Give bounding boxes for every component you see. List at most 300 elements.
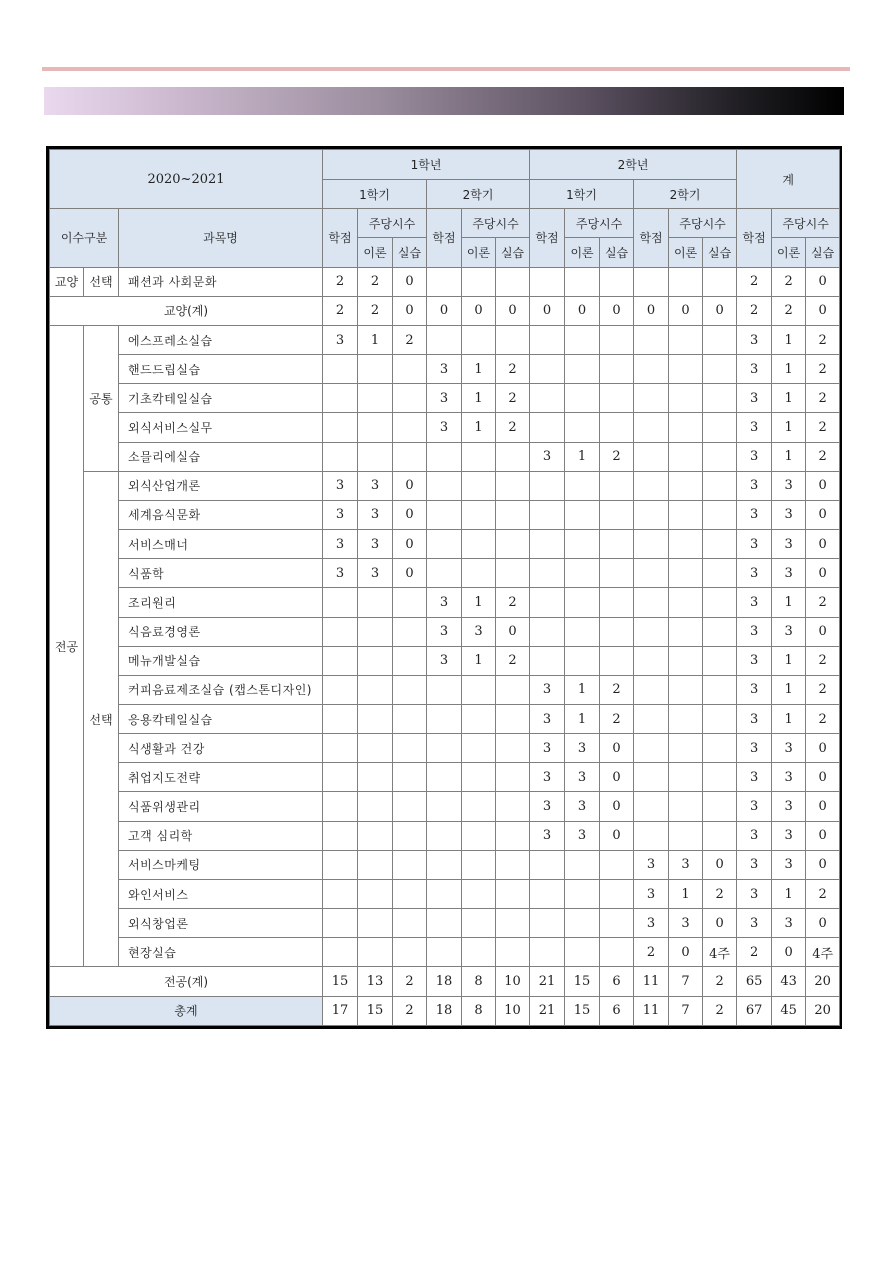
cell: 2 (496, 355, 530, 384)
weekly-header: 주당시수 (358, 209, 427, 238)
g2-sem2-header: 2학기 (634, 180, 737, 209)
cell: 3 (634, 850, 669, 879)
cell: 0 (806, 821, 840, 850)
cell (393, 704, 427, 733)
subject-name: 취업지도전략 (119, 763, 323, 792)
cell (600, 559, 634, 588)
cell: 0 (669, 296, 703, 325)
cell: 3 (427, 646, 462, 675)
cell: 11 (634, 996, 669, 1025)
cell: 0 (703, 850, 737, 879)
cell: 3 (427, 617, 462, 646)
cell: 7 (669, 996, 703, 1025)
cell (600, 938, 634, 967)
cell: 0 (806, 617, 840, 646)
cell: 0 (530, 296, 565, 325)
cell (496, 734, 530, 763)
cell (496, 500, 530, 529)
cell (565, 413, 600, 442)
cell (393, 675, 427, 704)
cell (530, 938, 565, 967)
cell (669, 617, 703, 646)
cell (496, 821, 530, 850)
subject-name: 핸드드립실습 (119, 355, 323, 384)
cell (669, 442, 703, 471)
cell: 1 (772, 384, 806, 413)
cell (600, 850, 634, 879)
subject-header: 과목명 (119, 209, 323, 267)
cell: 67 (737, 996, 772, 1025)
cell (634, 734, 669, 763)
major-category: 전공 (50, 325, 84, 966)
cell: 3 (772, 471, 806, 500)
cell: 15 (565, 996, 600, 1025)
cell: 3 (737, 821, 772, 850)
cell: 3 (772, 734, 806, 763)
cell (703, 675, 737, 704)
cell: 18 (427, 996, 462, 1025)
cell: 0 (806, 734, 840, 763)
cell: 65 (737, 967, 772, 996)
cell (600, 500, 634, 529)
cell: 3 (565, 763, 600, 792)
cell (496, 704, 530, 733)
cell: 3 (737, 734, 772, 763)
cell: 2 (358, 296, 393, 325)
cell: 0 (806, 530, 840, 559)
cell (703, 763, 737, 792)
cell (427, 734, 462, 763)
cell: 0 (600, 734, 634, 763)
cell: 1 (565, 442, 600, 471)
cell: 0 (393, 296, 427, 325)
cell: 3 (669, 909, 703, 938)
cell: 0 (806, 267, 840, 296)
cell (462, 325, 496, 354)
cell (565, 938, 600, 967)
cell (323, 734, 358, 763)
cell (358, 792, 393, 821)
cell (703, 413, 737, 442)
cell (530, 879, 565, 908)
subject-name: 식생활과 건강 (119, 734, 323, 763)
table-row (50, 442, 840, 471)
cell: 7 (669, 967, 703, 996)
cell (358, 879, 393, 908)
subject-name: 외식산업개론 (119, 471, 323, 500)
cell (634, 530, 669, 559)
cell: 2 (806, 879, 840, 908)
table-row (50, 413, 840, 442)
cell (393, 734, 427, 763)
cell: 0 (806, 559, 840, 588)
cell: 3 (737, 325, 772, 354)
cell (530, 617, 565, 646)
practice-header: 실습 (703, 238, 737, 267)
cell (565, 588, 600, 617)
cell (565, 879, 600, 908)
cell (530, 500, 565, 529)
header-row-1 (50, 150, 840, 180)
cell (496, 675, 530, 704)
cell (462, 850, 496, 879)
cell (323, 355, 358, 384)
cell (634, 617, 669, 646)
cell: 3 (737, 588, 772, 617)
cell (600, 471, 634, 500)
cell (427, 325, 462, 354)
cell: 20 (806, 967, 840, 996)
cell (358, 588, 393, 617)
cell (358, 617, 393, 646)
cell (462, 675, 496, 704)
cell (669, 500, 703, 529)
subject-name: 조리원리 (119, 588, 323, 617)
cell (462, 763, 496, 792)
cell (634, 267, 669, 296)
cell (496, 471, 530, 500)
practice-header: 실습 (496, 238, 530, 267)
cell (496, 530, 530, 559)
cell: 1 (462, 384, 496, 413)
curriculum-table-frame (46, 146, 842, 1029)
weekly-header: 주당시수 (772, 209, 840, 238)
cell: 1 (772, 588, 806, 617)
gradient-banner (44, 87, 844, 115)
cell: 3 (358, 559, 393, 588)
cell (358, 763, 393, 792)
cell (462, 267, 496, 296)
cell (703, 530, 737, 559)
cell (462, 938, 496, 967)
subject-name: 소믈리에실습 (119, 442, 323, 471)
cell: 17 (323, 996, 358, 1025)
cell (530, 471, 565, 500)
cell (703, 821, 737, 850)
subject-name: 기초칵테일실습 (119, 384, 323, 413)
cell: 8 (462, 996, 496, 1025)
cell (393, 442, 427, 471)
cell (703, 471, 737, 500)
cell (600, 617, 634, 646)
subject-name: 현장실습 (119, 938, 323, 967)
cell: 0 (806, 500, 840, 529)
cell (634, 559, 669, 588)
cell: 43 (772, 967, 806, 996)
cell: 3 (530, 792, 565, 821)
cell: 3 (737, 500, 772, 529)
cell (703, 559, 737, 588)
cell (393, 384, 427, 413)
cell: 2 (634, 938, 669, 967)
cell (600, 355, 634, 384)
cell (703, 500, 737, 529)
cell (323, 763, 358, 792)
cell (358, 821, 393, 850)
cell (634, 500, 669, 529)
cell (530, 588, 565, 617)
cell: 1 (462, 646, 496, 675)
g1-sem2-header: 2학기 (427, 180, 530, 209)
cell (530, 267, 565, 296)
cell (669, 734, 703, 763)
weekly-header: 주당시수 (462, 209, 530, 238)
cell: 3 (737, 530, 772, 559)
cell: 3 (634, 909, 669, 938)
cell (669, 267, 703, 296)
sum-header: 계 (737, 150, 840, 209)
cell (600, 325, 634, 354)
cell: 1 (772, 355, 806, 384)
cell (462, 909, 496, 938)
cell (600, 384, 634, 413)
cell: 2 (393, 996, 427, 1025)
cell: 2 (806, 325, 840, 354)
cell: 3 (323, 471, 358, 500)
cell (703, 734, 737, 763)
cell (462, 471, 496, 500)
cell (669, 559, 703, 588)
cell: 1 (772, 675, 806, 704)
cell: 3 (565, 792, 600, 821)
cell: 3 (772, 500, 806, 529)
cell (393, 588, 427, 617)
cell (669, 384, 703, 413)
cell: 2 (496, 384, 530, 413)
cell (703, 704, 737, 733)
cell: 3 (737, 850, 772, 879)
cell: 0 (703, 909, 737, 938)
g2-sem1-header: 1학기 (530, 180, 634, 209)
cell (669, 530, 703, 559)
cell (634, 763, 669, 792)
cell: 0 (806, 792, 840, 821)
cell (427, 850, 462, 879)
cell (703, 384, 737, 413)
cell (462, 559, 496, 588)
cell: 3 (737, 384, 772, 413)
cell (669, 792, 703, 821)
cell (427, 704, 462, 733)
cell: 1 (565, 675, 600, 704)
cell: 3 (772, 792, 806, 821)
cell: 2 (806, 442, 840, 471)
cell (565, 325, 600, 354)
cell: 1 (772, 704, 806, 733)
cell (427, 530, 462, 559)
cell: 3 (737, 646, 772, 675)
cell: 3 (530, 734, 565, 763)
cell (600, 413, 634, 442)
cell (600, 267, 634, 296)
cell (600, 530, 634, 559)
cell: 18 (427, 967, 462, 996)
cell: 15 (565, 967, 600, 996)
cell: 3 (530, 442, 565, 471)
cell: 1 (772, 646, 806, 675)
cell: 3 (737, 559, 772, 588)
cell: 3 (772, 530, 806, 559)
cell (427, 442, 462, 471)
g1-sem1-header: 1학기 (323, 180, 427, 209)
cell: 21 (530, 967, 565, 996)
cell (565, 559, 600, 588)
subject-name: 응용칵테일실습 (119, 704, 323, 733)
cell: 3 (772, 763, 806, 792)
cell: 1 (772, 879, 806, 908)
cell: 3 (462, 617, 496, 646)
cell: 3 (772, 617, 806, 646)
weekly-header: 주당시수 (565, 209, 634, 238)
cell: 2 (600, 675, 634, 704)
liberal-category: 교양 (50, 267, 84, 296)
cell: 3 (358, 530, 393, 559)
cell (393, 879, 427, 908)
cell (496, 792, 530, 821)
cell (427, 909, 462, 938)
cell (427, 763, 462, 792)
cell: 4주 (806, 938, 840, 967)
cell (462, 442, 496, 471)
cell: 3 (737, 763, 772, 792)
cell (496, 267, 530, 296)
cell (530, 850, 565, 879)
cell: 2 (806, 646, 840, 675)
cell: 0 (393, 530, 427, 559)
cell: 3 (323, 530, 358, 559)
cell (427, 267, 462, 296)
cell (669, 646, 703, 675)
cell: 0 (496, 296, 530, 325)
cell: 0 (600, 296, 634, 325)
cell: 3 (737, 792, 772, 821)
cell: 0 (393, 500, 427, 529)
cell (669, 588, 703, 617)
cell: 1 (772, 325, 806, 354)
cell (703, 442, 737, 471)
cell (323, 442, 358, 471)
cell (427, 500, 462, 529)
cell (323, 821, 358, 850)
cell: 0 (496, 617, 530, 646)
cell: 2 (323, 267, 358, 296)
cell: 0 (600, 792, 634, 821)
cell: 3 (565, 821, 600, 850)
cell: 1 (772, 442, 806, 471)
common-category: 공통 (84, 325, 119, 471)
cell: 3 (634, 879, 669, 908)
table-row (50, 325, 840, 354)
cell (669, 325, 703, 354)
cell (393, 792, 427, 821)
cell: 2 (806, 588, 840, 617)
cell (358, 384, 393, 413)
cell: 0 (600, 763, 634, 792)
cell: 3 (669, 850, 703, 879)
theory-header: 이론 (462, 238, 496, 267)
cell (462, 500, 496, 529)
cell: 2 (703, 967, 737, 996)
cell (462, 704, 496, 733)
cell (427, 792, 462, 821)
cell: 1 (462, 588, 496, 617)
table-row (50, 646, 840, 675)
cell (703, 355, 737, 384)
cell (703, 646, 737, 675)
cell: 11 (634, 967, 669, 996)
cell: 2 (600, 704, 634, 733)
cell: 2 (806, 384, 840, 413)
subject-name: 고객 심리학 (119, 821, 323, 850)
cell (393, 413, 427, 442)
cell: 2 (358, 267, 393, 296)
cell (703, 325, 737, 354)
cell: 3 (772, 821, 806, 850)
subject-name: 식음료경영론 (119, 617, 323, 646)
credit-header: 학점 (530, 209, 565, 267)
cell (496, 879, 530, 908)
cell: 0 (600, 821, 634, 850)
cell (496, 763, 530, 792)
cell (496, 559, 530, 588)
cell (393, 850, 427, 879)
credit-header: 학점 (634, 209, 669, 267)
cell (703, 267, 737, 296)
cell (358, 734, 393, 763)
cell: 3 (737, 909, 772, 938)
cell: 0 (772, 938, 806, 967)
cell (530, 530, 565, 559)
major-subtotal-label: 전공(계) (50, 967, 323, 996)
grand-total-label: 총계 (50, 996, 323, 1025)
cell: 10 (496, 996, 530, 1025)
cell (669, 413, 703, 442)
cell: 2 (393, 967, 427, 996)
cell: 2 (737, 938, 772, 967)
cell (669, 355, 703, 384)
cell: 2 (496, 646, 530, 675)
cell: 0 (634, 296, 669, 325)
cell (393, 646, 427, 675)
cell (323, 879, 358, 908)
cell (565, 500, 600, 529)
cell (530, 559, 565, 588)
cell: 3 (427, 384, 462, 413)
table-row (50, 588, 840, 617)
cell (358, 646, 393, 675)
cell: 3 (737, 442, 772, 471)
elective-category: 선택 (84, 471, 119, 967)
cell (393, 763, 427, 792)
cell (462, 734, 496, 763)
cell (323, 384, 358, 413)
cell: 1 (565, 704, 600, 733)
table-row (50, 675, 840, 704)
cell: 2 (600, 442, 634, 471)
cell (427, 471, 462, 500)
table-row (50, 704, 840, 733)
cell (358, 909, 393, 938)
cell (323, 792, 358, 821)
grade1-header: 1학년 (323, 150, 530, 180)
elective-category: 선택 (84, 267, 119, 296)
grand-total-row (50, 996, 840, 1025)
subject-name: 메뉴개발실습 (119, 646, 323, 675)
grade2-header: 2학년 (530, 150, 737, 180)
credit-header: 학점 (323, 209, 358, 267)
cell: 1 (669, 879, 703, 908)
cell (565, 384, 600, 413)
